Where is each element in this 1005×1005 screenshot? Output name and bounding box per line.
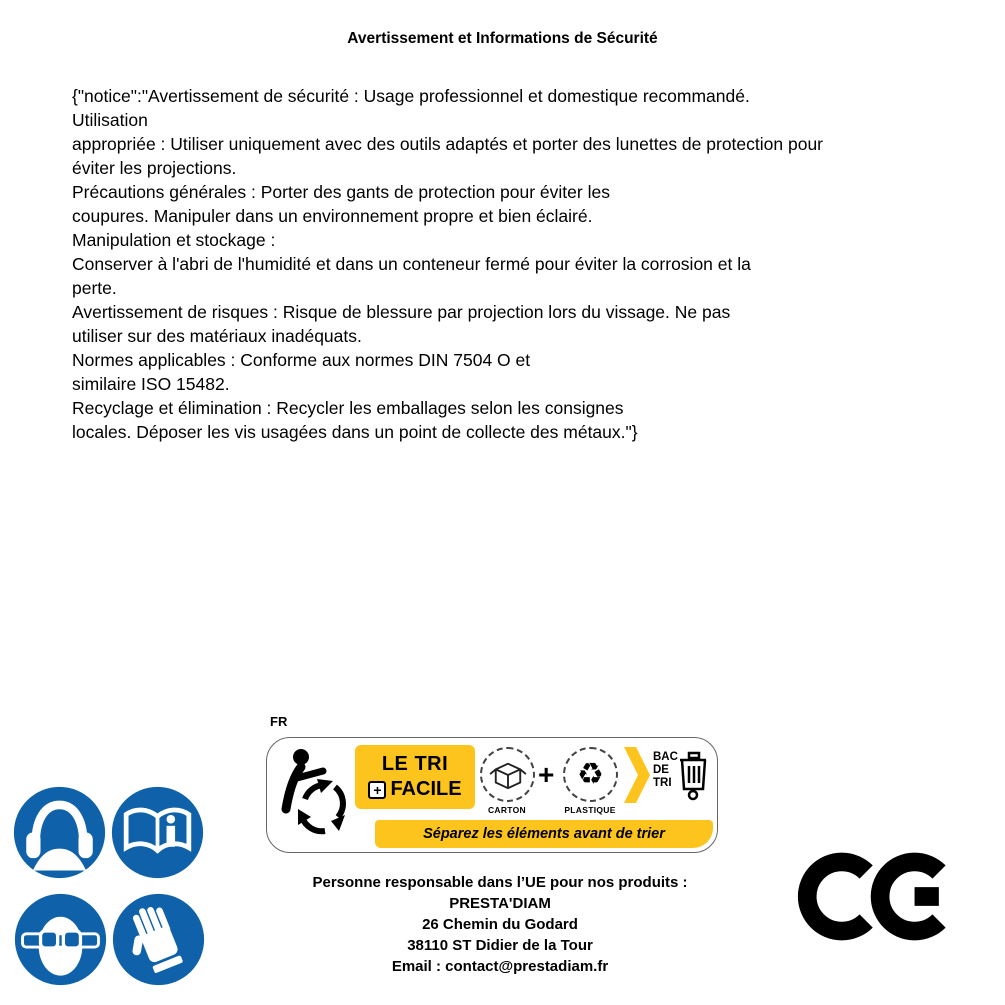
notice-line: Normes applicables : Conforme aux normes DIN 7504 O et: [72, 350, 531, 370]
responsible-address: [250, 872, 750, 977]
fr-country-label: FR: [270, 714, 288, 729]
notice-line: appropriée : Utiliser uniquement avec des outils adaptés et porter des lunettes de protection pour: [72, 134, 824, 154]
notice-line: utiliser sur des matériaux inadéquats.: [72, 326, 362, 346]
triman-icon: [275, 743, 355, 847]
chevron-icon: [624, 747, 650, 803]
notice-line: Manipulation et stockage :: [72, 230, 276, 250]
carton-label: CARTON: [487, 805, 526, 815]
info-tri-banner: [266, 737, 718, 853]
address-line: PRESTA'DIAM: [449, 895, 551, 912]
plastique-circle: [563, 747, 618, 802]
plus-badge: +: [368, 781, 386, 799]
le-tri-label: LE TRI: [381, 753, 449, 775]
notice-line: Recyclage et élimination : Recycler les emballages selon les consignes: [72, 398, 624, 418]
notice-line: coupures. Manipuler dans un environnement propre et bien éclairé.: [72, 206, 593, 226]
protective-gloves-icon: [111, 892, 206, 987]
notice-line: Précautions générales : Porter des gants de protection pour éviter les: [72, 182, 610, 202]
carton-circle: [480, 747, 535, 802]
ce-mark-icon: [795, 845, 965, 948]
plastique-label: PLASTIQUE: [564, 805, 616, 815]
notice-line: {"notice":"Avertissement de sécurité : Usage professionnel et domestique recommandé.: [72, 86, 750, 106]
notice-line: Utilisation: [72, 110, 148, 130]
notice-line: Conserver à l'abri de l'humidité et dans un conteneur fermé pour éviter la corrosion et la: [72, 254, 751, 274]
facile-label: FACILE: [390, 778, 462, 800]
address-line: 38110 ST Didier de la Tour: [407, 937, 593, 954]
read-manual-icon: [110, 785, 205, 880]
recycle-icon: ♻: [577, 757, 604, 791]
notice-line: similaire ISO 15482.: [72, 374, 230, 394]
eye-protection-icon: [13, 892, 108, 987]
notice-line: locales. Déposer les vis usagées dans un point de collecte des métaux."}: [72, 422, 638, 442]
carton-icon: [489, 759, 527, 791]
page-title: Avertissement et Informations de Sécurité: [347, 30, 658, 47]
notice-line: perte.: [72, 278, 117, 298]
le-tri-facile-badge: [355, 745, 475, 809]
tri-tagline: Séparez les éléments avant de trier: [375, 820, 713, 848]
ear-protection-icon: [12, 785, 107, 880]
bin-icon: [677, 749, 707, 805]
plus-separator: +: [538, 759, 555, 790]
notice-line: éviter les projections.: [72, 158, 237, 178]
address-line: Personne responsable dans l’UE pour nos produits :: [312, 874, 688, 891]
notice-text: [72, 84, 972, 444]
notice-line: Avertissement de risques : Risque de blessure par projection lors du vissage. Ne pas: [72, 302, 731, 322]
address-line: 26 Chemin du Godard: [422, 916, 578, 933]
email-line: Email : contact@prestadiam.fr: [391, 958, 609, 975]
bac-de-tri-label: BAC DE TRI: [653, 751, 678, 789]
